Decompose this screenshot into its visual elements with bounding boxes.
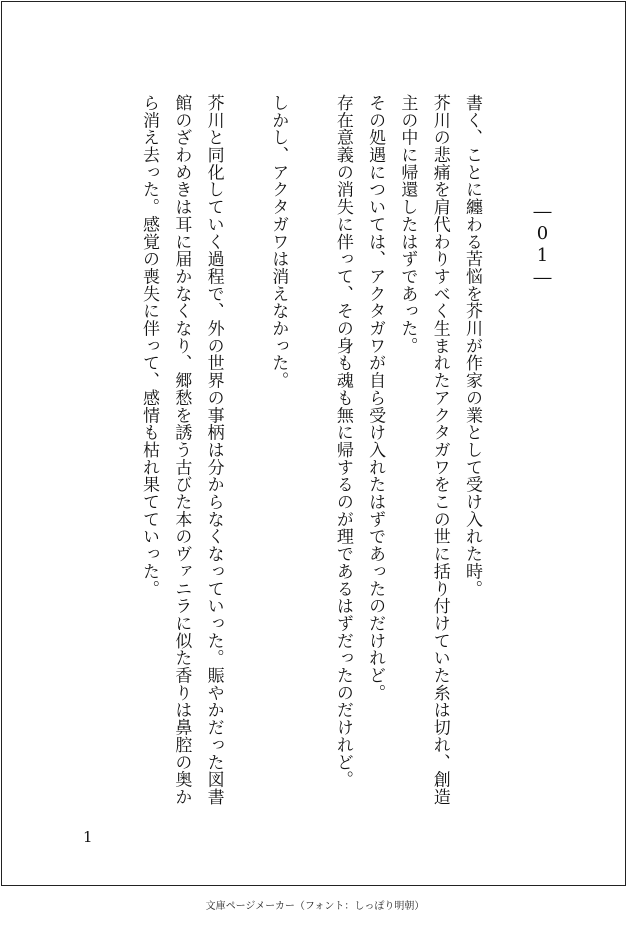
body-text xyxy=(70,94,488,814)
blank-line xyxy=(294,94,326,95)
paragraph: 芥川の悲痛を肩代わりすべく生まれたアクタガワをこの世に括り付けていた糸は切れ、創造主の中に帰還したはずであった。 xyxy=(397,94,450,806)
book-page xyxy=(1,1,626,886)
blank-line xyxy=(230,94,262,95)
paragraph: 芥川と同化していく過程で、外の世界の事柄は分からなくなっていった。賑やかだった図書館のざわめきは耳に届かなくなり、郷愁を誘う古びた本のヴァニラに似た香りは鼻腔の奥から消え去った。感覚の喪失に伴って、感情も枯れ果てていった。 xyxy=(139,94,224,806)
chapter-heading: ―01― xyxy=(532,201,553,289)
paragraph: 存在意義の消失に伴って、その身も魂も無に帰するのが理であるはずだったのだけれど。 xyxy=(332,94,353,788)
footer-credit: 文庫ページメーカー（フォント：しっぽり明朝） xyxy=(205,901,425,912)
paragraph: 書く、ことに纏わる苦悩を芥川が作家の業として受け入れた時。 xyxy=(462,94,482,598)
page-number: 1 xyxy=(83,828,93,846)
paragraph: その処遇については、アクタガワが自ら受け入れたはずであったのだけれど。 xyxy=(365,94,386,702)
paragraph: しかし、アクタガワは消えなかった。 xyxy=(268,94,289,389)
